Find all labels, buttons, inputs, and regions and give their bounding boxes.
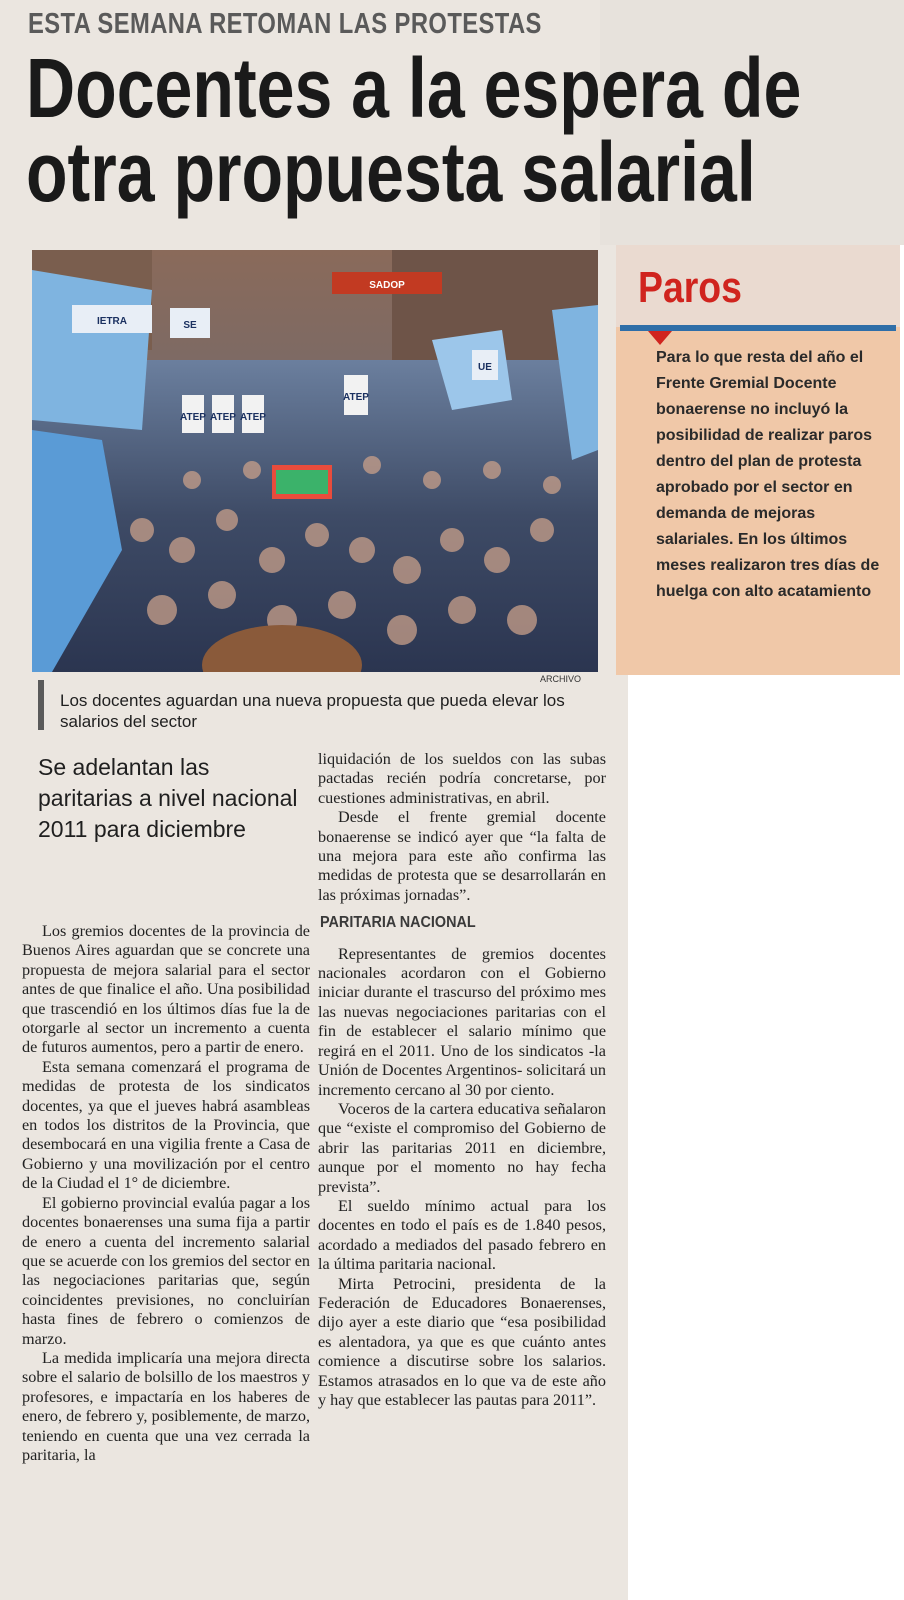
paragraph: liquidación de los sueldos con las subas pactadas recién podría concretarse, por cuestiones administrativas, en abril. [318, 750, 606, 807]
paragraph: El gobierno provincial evalúa pagar a los docentes bonaerenses una suma fija a partir de enero a cuenta del incremento salarial que se acuerde con los gremios del sector en las negociaciones paritarias que, según coincidentes previsiones, no concluirían hasta fines de febrero o comienzos de marzo. [22, 1193, 310, 1348]
sidebar-box [616, 245, 900, 675]
protest-photo [32, 250, 598, 672]
subheadline: Se adelantan las paritarias a nivel nacional 2011 para diciembre [38, 754, 298, 842]
body-column-left [22, 922, 310, 1465]
paragraph: El sueldo mínimo actual para los docentes en todo el país es de 1.840 pesos, acordado a mediados del pasado febrero en la última paritaria nacional. [318, 1196, 606, 1274]
headline-line-1: Docentes a la espera de [26, 41, 802, 135]
paragraph: Los gremios docentes de la provincia de Buenos Aires aguardan que se concrete una propuesta de mejora salarial para el sector antes de que finalice el año. Una posibilidad que trascendió en los últimos días fue la de otorgarle al sector un incremento a cuenta de futuros aumentos, pero a partir de enero. [22, 922, 310, 1057]
paragraph: Representantes de gremios docentes nacionales acordaron con el Gobierno iniciar durante el trascurso del próximo mes las nuevas negociaciones paritarias con el fin de establecer el salario mínimo que regirá en el 2011. Uno de los sindicatos -la Unión de Docentes Argentinos- solicitará un incremento cercano al 30 por ciento. [318, 944, 606, 1099]
photo-caption: Los docentes aguardan una nueva propuesta que pueda elevar los salarios del sector [60, 691, 565, 731]
paragraph: Desde el frente gremial docente bonaerense se indicó ayer que “la falta de una mejora para este año confirma las medidas de protesta que se desarrollarán en las próximas jornadas”. [318, 808, 606, 904]
sign-text: IETRA [97, 316, 127, 327]
kicker: ESTA SEMANA RETOMAN LAS PROTESTAS [28, 8, 542, 40]
paragraph: Voceros de la cartera educativa señalaron que “existe el compromiso del Gobierno de abrir las paritarias 2011 en diciembre, aunque por el momento no hay fecha prevista”. [318, 1099, 606, 1196]
sign-text: SE [183, 320, 197, 331]
paragraph: Esta semana comenzará el programa de medidas de protesta de los sindicatos docentes, ya que el jueves habrá asambleas en todos los distritos de la Provincia, que desembocará en una vigilia frente a Casa de Gobierno y una movilización por el centro de la Ciudad el 1° de diciembre. [22, 1057, 310, 1193]
protest-crowd-image [32, 250, 598, 672]
paragraph: La medida implicaría una mejora directa sobre el salario de bolsillo de los maestros y profesores, e impactaría en los haberes de enero, de febrero y, posiblemente, de marzo, teniendo en cuenta que una vez cerrada la paritaria, la [22, 1348, 310, 1464]
photo-credit: ARCHIVO [540, 674, 582, 684]
sign-text: ATEP [343, 392, 369, 403]
headline [26, 41, 868, 219]
paragraph: Mirta Petrocini, presidenta de la Federación de Educadores Bonaerenses, dijo ayer a este diario que “esa posibilidad es alentadora, ya que es que cuánto antes comience a discutirse sobre los salarios. Estamos atrasados en lo que va de este año y hay que establecer las pautas para 2011”. [318, 1274, 606, 1409]
sidebar-text: Para lo que resta del año el Frente Gremial Docente bonaerense no incluyó la posibilidad de realizar paros dentro del plan de protesta aprobado por el sector en demanda de mejoras salariales. En los últimos meses realizaron tres días de huelga con alto acatamiento [656, 349, 880, 600]
sign-text: ATEP [180, 412, 206, 423]
section-heading: PARITARIA NACIONAL [320, 914, 476, 932]
sign-text: SADOP [369, 280, 405, 291]
body-column-right [318, 750, 606, 1410]
sidebar-title: Paros [638, 263, 742, 312]
headline-line-2: otra propuesta salarial [26, 125, 756, 219]
sign-text: ATEP [240, 412, 266, 423]
sidebar-pointer-icon [648, 331, 672, 345]
sign-text: UE [478, 362, 492, 373]
sign-text: ATEP [210, 412, 236, 423]
caption-bar [38, 680, 44, 730]
